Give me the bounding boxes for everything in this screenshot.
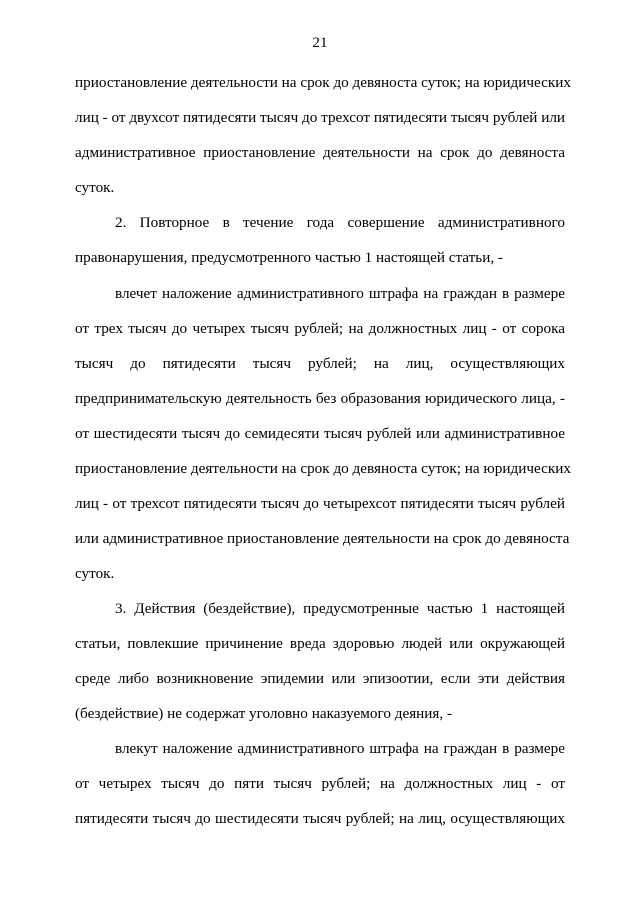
text-line: лиц - от двухсот пятидесяти тысяч до трехсот пятидесяти тысяч рублей или xyxy=(75,109,566,126)
text-line: суток. xyxy=(75,565,115,582)
text-line: суток. xyxy=(75,179,115,196)
paragraph-first-line: 2. Повторное в течение года совершение административного xyxy=(115,214,565,231)
paragraph-first-line: влечет наложение административного штрафа на граждан в размере xyxy=(115,285,565,302)
text-line: среде либо возникновение эпидемии или эпизоотии, если эти действия xyxy=(75,670,565,687)
text-line: тысяч до пятидесяти тысяч рублей; на лиц, осуществляющих xyxy=(75,355,565,372)
text-line: или административное приостановление деятельности на срок до девяноста xyxy=(75,530,570,547)
text-line: административное приостановление деятельности на срок до девяноста xyxy=(75,144,565,161)
text-line: правонарушения, предусмотренного частью 1 настоящей статьи, - xyxy=(75,249,503,266)
text-line: приостановление деятельности на срок до девяноста суток; на юридических xyxy=(75,460,571,477)
text-line: от четырех тысяч до пяти тысяч рублей; на должностных лиц - от xyxy=(75,775,565,792)
paragraph-first-line: влекут наложение административного штрафа на граждан в размере xyxy=(115,740,565,757)
text-line: лиц - от трехсот пятидесяти тысяч до четырехсот пятидесяти тысяч рублей xyxy=(75,495,565,512)
text-line: (бездействие) не содержат уголовно наказуемого деяния, - xyxy=(75,705,453,722)
text-line: предпринимательскую деятельность без образования юридического лица, - xyxy=(75,390,565,407)
text-line: от трех тысяч до четырех тысяч рублей; на должностных лиц - от сорока xyxy=(75,320,565,337)
text-line: пятидесяти тысяч до шестидесяти тысяч рублей; на лиц, осуществляющих xyxy=(75,810,565,827)
text-line: приостановление деятельности на срок до девяноста суток; на юридических xyxy=(75,74,571,91)
text-line: от шестидесяти тысяч до семидесяти тысяч рублей или административное xyxy=(75,425,565,442)
text-line: статьи, повлекшие причинение вреда здоровью людей или окружающей xyxy=(75,635,565,652)
page-number: 21 xyxy=(312,34,328,51)
paragraph-first-line: 3. Действия (бездействие), предусмотренные частью 1 настоящей xyxy=(115,600,565,617)
